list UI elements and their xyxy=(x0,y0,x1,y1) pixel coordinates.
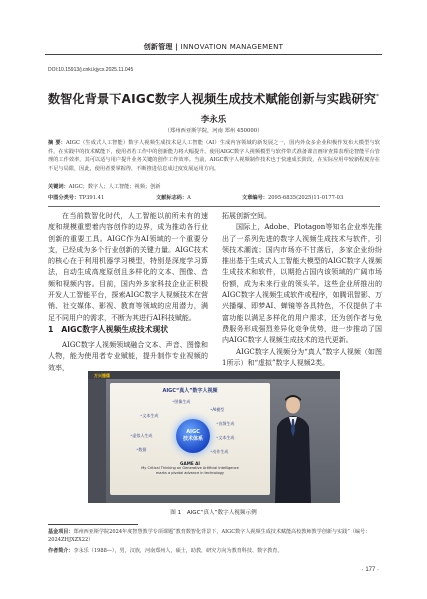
body-paragraph: 国际上，Adobe、Plotagon等知名企业率先推出了一系列先进的数字人视频生成技术与软件，引领技术潮流；国内市场亦不甘落后，多家企业纷纷推出基于生成式人工智能大模型的AIGC数字人视频生成技术和软件，以期抢占国内该领域的广阔市场份额，成为未来行业的领头羊。这些企业所推出的AIGC数字人视频生成软件或程序，如腾讯智影、万兴播爆、即梦AI、蝉镜等各具特色，不仅提供了丰富功能以满足多样化的用户需求，还为创作者与免费服务形成强烈差异化竞争优势，进一步推动了国内AIGC数字人视频生成技术的迭代更新。 xyxy=(222,223,382,345)
core-line2: 技术体系 xyxy=(182,435,203,442)
body-paragraph: 拓展创新空间。 xyxy=(222,212,271,220)
body-paragraph: 在当前数智化时代，人工智能以前所未有的速度和规模重塑着内容创作的边界，成为推动各行业创新的重要工具。AIGC作为AI领域的一个重要分支，已经成为多个行业创新的关键力量。AIGC技术的核心在于利用机器学习模型，特别是深度学习算法，自动生成高度原创且多样化的文本、图像、音频和视频内容。目前，国内外多家科技企业正积极开发人工智能平台，探索AIGC数字人视频技术在营销、社交媒体、影视、教育等领域的应用潜力，满足不同用户的需求，不断为其进行AI科技赋能。 xyxy=(48,212,208,322)
aigc-core-circle xyxy=(176,419,210,453)
article-title xyxy=(0,90,427,107)
diagram-node: • 数据 xyxy=(136,447,146,453)
quote-title: GAME AI xyxy=(180,461,200,466)
abstract-text: AIGC（生成式人工智能）数字人视频生成技术是人工智能（AI）生成内容领域的新发展之一，国内外众多企业积极作发布大模型与软件。在实践中的技术赋能下，使用者若工作中的创新能力将大幅提升。使用AIGC数字人视频模型与软件带式准备课音画审查算表理论智能平台管理的工作效率，其可以适与用户提升业务关键的创作工作效率。当前，AIGC数字人视频制作技术也于快速成长阶段，在实际应用中较新程度存在不足与局限，因此，使用者要掌握得，不断推进信息成过度发展运用方向。 xyxy=(48,140,380,172)
diagram-node: • 动作生成 xyxy=(210,449,228,455)
body-paragraph: AIGC数字人视频领域融合文本、声音、图像和人物，能为使用者专业赋能，提升制作专业视频的效率， xyxy=(48,341,208,372)
digital-presenter-avatar xyxy=(273,391,313,503)
fund-label: 基金项目： xyxy=(48,529,74,535)
abstract-label: 摘 要： xyxy=(48,140,67,146)
figure-1 xyxy=(88,371,340,503)
diagram-node: • 音频生成 xyxy=(216,421,234,427)
header-rule xyxy=(45,54,382,55)
keywords-text: AIGC；数字人；人工智能；视频；创新 xyxy=(68,184,161,190)
clc-value: TP391.41 xyxy=(79,195,105,201)
meta-rule xyxy=(48,206,380,207)
figure-caption: 图 1 AIGC“真人”数字人视频示例 xyxy=(170,510,257,516)
quote-line1: My Critical Thinking on Generative Artificial Intelligence xyxy=(141,466,239,470)
diagram-node: • 图像生成 xyxy=(172,399,190,405)
footnote-rule xyxy=(48,524,138,525)
doi: DOI:10.15913/j.cnki.kjycx.2025.11.045 xyxy=(48,67,134,73)
keywords-label: 关键词： xyxy=(48,184,69,190)
author-bio-label: 作者简介： xyxy=(48,548,74,554)
core-line1: AIGC xyxy=(186,429,200,435)
footnote-author xyxy=(48,547,380,555)
left-column-continued xyxy=(48,340,208,374)
author-bio-text: 李永乐（1988—），男，汉族，河南郑州人，硕士，助教，研究方向为教育科技、数字教育。 xyxy=(73,548,283,554)
abstract xyxy=(48,139,380,173)
diagram-node: • 文本生成 xyxy=(140,413,158,419)
quote-line2: marks a pivotal advance in technology xyxy=(156,471,224,475)
page-number: · 177 · xyxy=(361,567,379,573)
article-meta xyxy=(48,194,380,201)
fund-text: 郑州西亚斯学院2024年度智慧教学专项课题“教育数智化背景下，AIGC数字人视频生成技术赋能高校教师教学创新与实践”（编号：2024ZHJXZX22） xyxy=(48,529,371,543)
presentation-board xyxy=(110,383,270,495)
diagram-node: • 文本生成 xyxy=(216,435,234,441)
board-title: AIGC“真人”数字人视频 xyxy=(162,388,218,394)
app-toolbar xyxy=(88,371,340,379)
id-label: 文章编号： xyxy=(242,195,268,201)
diagram-node: • 虚拟人生成 xyxy=(130,433,152,439)
body-paragraph: AIGC数字人视频分为“真人”数字人视频（如图1所示）和“虚拟”数字人视频2类。 xyxy=(222,347,382,367)
section-header-cn: 创新管理 xyxy=(143,43,173,51)
keywords xyxy=(48,183,161,190)
left-column xyxy=(48,211,208,324)
right-column xyxy=(222,211,382,369)
author-affiliation: （郑州西亚斯学院，河南 郑州 450000） xyxy=(164,128,263,134)
id-value: 2095-6835(2025)11-0177-03 xyxy=(267,195,344,201)
title-text: 数智化背景下AIGC数字人视频生成技术赋能创新与实践研究 xyxy=(47,92,377,106)
section-heading: 1 AIGC数字人视频生成技术现状 xyxy=(48,325,169,334)
title-mark: * xyxy=(376,92,380,100)
app-sidebar xyxy=(88,379,106,503)
app-logo: 万兴播爆 xyxy=(94,372,110,378)
section-header: 创新管理 | INNOVATION MANAGEMENT xyxy=(143,43,284,51)
footnote-fund xyxy=(48,528,380,544)
code-label: 文献标志码： xyxy=(156,195,188,201)
section-header-en: INNOVATION MANAGEMENT xyxy=(180,43,284,51)
code-value: A xyxy=(187,195,191,201)
clc-label: 中图分类号： xyxy=(48,195,80,201)
diagram-node: • AI模型 xyxy=(210,407,224,413)
author-name: 李永乐 xyxy=(200,115,227,125)
board-quote xyxy=(118,461,262,476)
